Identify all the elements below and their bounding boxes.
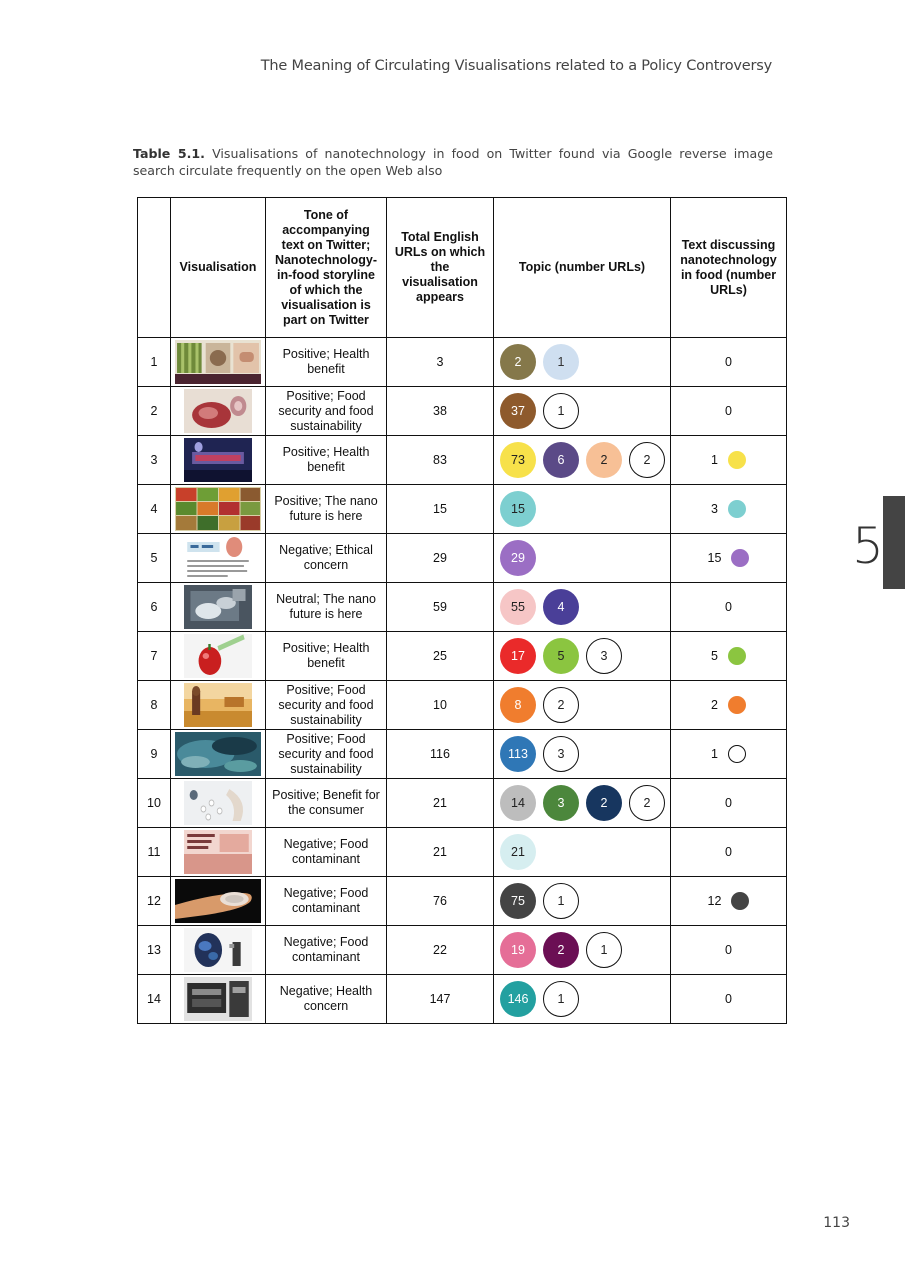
text-discussing-value: 3 (711, 502, 718, 516)
text-discussing-cell (671, 632, 787, 681)
table-row (138, 877, 787, 926)
table-row (138, 730, 787, 779)
text-discussing-cell (671, 877, 787, 926)
table-row (138, 387, 787, 436)
topic-cell (494, 779, 671, 828)
topic-circle: 3 (586, 638, 622, 674)
table-row (138, 436, 787, 485)
text-discussing-value: 0 (725, 845, 732, 859)
tone-cell: Positive; Food security and food sustainability (266, 681, 387, 730)
topic-cell (494, 975, 671, 1024)
topic-circle: 29 (500, 540, 536, 576)
row-number: 13 (138, 926, 171, 975)
topic-cell (494, 338, 671, 387)
visualisation-thumbnail (184, 830, 252, 874)
row-number: 2 (138, 387, 171, 436)
topic-cell (494, 730, 671, 779)
caption-label: Table 5.1. (133, 146, 205, 161)
topic-circle: 113 (500, 736, 536, 772)
total-urls-cell: 76 (387, 877, 494, 926)
tone-cell: Negative; Food contaminant (266, 926, 387, 975)
topic-circle: 73 (500, 442, 536, 478)
text-discussing-cell (671, 975, 787, 1024)
text-discussing-value: 0 (725, 404, 732, 418)
text-discussing-value: 12 (707, 894, 722, 908)
topic-circle: 8 (500, 687, 536, 723)
table-row (138, 534, 787, 583)
visualisation-cell (171, 926, 266, 975)
topic-cell (494, 681, 671, 730)
table-row (138, 975, 787, 1024)
running-head: The Meaning of Circulating Visualisations related to a Policy Controversy (260, 58, 772, 74)
visualisation-cell (171, 534, 266, 583)
header-row (138, 198, 787, 338)
text-discussing-value: 0 (725, 943, 732, 957)
text-discussing-value: 0 (725, 796, 732, 810)
tone-cell: Negative; Food contaminant (266, 828, 387, 877)
topic-circle: 5 (543, 638, 579, 674)
tone-cell: Positive; Food security and food sustainability (266, 730, 387, 779)
topic-color-marker (728, 500, 746, 518)
topic-circle: 15 (500, 491, 536, 527)
total-urls-cell: 3 (387, 338, 494, 387)
topic-color-marker (728, 745, 746, 763)
text-discussing-cell (671, 534, 787, 583)
topic-circle: 1 (543, 981, 579, 1017)
topic-circle: 1 (543, 393, 579, 429)
visualisation-cell (171, 681, 266, 730)
total-urls-cell: 38 (387, 387, 494, 436)
total-urls-cell: 25 (387, 632, 494, 681)
tone-cell: Positive; Food security and food sustainability (266, 387, 387, 436)
text-discussing-cell (671, 485, 787, 534)
text-discussing-value: 1 (711, 747, 718, 761)
header-number (138, 198, 171, 338)
topic-circle: 2 (586, 785, 622, 821)
text-discussing-value: 0 (725, 992, 732, 1006)
row-number: 14 (138, 975, 171, 1024)
text-discussing-cell (671, 583, 787, 632)
total-urls-cell: 10 (387, 681, 494, 730)
caption-text: Visualisations of nanotechnology in food on Twitter found via Google reverse image search circulate frequently on the open Web also (133, 146, 773, 178)
table-caption (133, 145, 773, 179)
visualisation-cell (171, 583, 266, 632)
row-number: 12 (138, 877, 171, 926)
row-number: 5 (138, 534, 171, 583)
row-number: 11 (138, 828, 171, 877)
topic-circle: 3 (543, 736, 579, 772)
visualisation-cell (171, 730, 266, 779)
row-number: 6 (138, 583, 171, 632)
visualisation-thumbnail (175, 340, 261, 384)
tone-cell: Positive; Health benefit (266, 632, 387, 681)
visualisation-cell (171, 975, 266, 1024)
total-urls-cell: 29 (387, 534, 494, 583)
topic-cell (494, 877, 671, 926)
table-row (138, 828, 787, 877)
visualisation-cell (171, 632, 266, 681)
tone-cell: Neutral; The nano future is here (266, 583, 387, 632)
visualisation-cell (171, 387, 266, 436)
text-discussing-cell (671, 779, 787, 828)
row-number: 8 (138, 681, 171, 730)
topic-circle: 1 (543, 883, 579, 919)
row-number: 7 (138, 632, 171, 681)
header-visualisation: Visualisation (171, 198, 266, 338)
visualisation-thumbnail (184, 781, 252, 825)
topic-color-marker (728, 647, 746, 665)
text-discussing-cell (671, 828, 787, 877)
row-number: 1 (138, 338, 171, 387)
topic-color-marker (728, 696, 746, 714)
topic-circle: 3 (543, 785, 579, 821)
text-discussing-value: 2 (711, 698, 718, 712)
visualisation-thumbnail (184, 536, 252, 580)
text-discussing-value: 0 (725, 355, 732, 369)
table-row (138, 681, 787, 730)
table-row (138, 779, 787, 828)
chapter-tab-number: 5 (852, 517, 884, 575)
tone-cell: Positive; Benefit for the consumer (266, 779, 387, 828)
text-discussing-cell (671, 926, 787, 975)
topic-circle: 55 (500, 589, 536, 625)
text-discussing-cell (671, 387, 787, 436)
header-text-discussing: Text discussing nanotechnology in food (number URLs) (671, 198, 787, 338)
text-discussing-cell (671, 338, 787, 387)
header-tone: Tone of accompanying text on Twitter; Nanotechnology-in-food storyline of which the visualisation is part on Twitter (266, 198, 387, 338)
topic-circle: 1 (543, 344, 579, 380)
total-urls-cell: 147 (387, 975, 494, 1024)
visualisation-thumbnail (175, 487, 261, 531)
topic-circle: 146 (500, 981, 536, 1017)
table-row (138, 926, 787, 975)
header-topic: Topic (number URLs) (494, 198, 671, 338)
visualisation-thumbnail (184, 683, 252, 727)
text-discussing-cell (671, 730, 787, 779)
row-number: 3 (138, 436, 171, 485)
total-urls-cell: 83 (387, 436, 494, 485)
topic-circle: 75 (500, 883, 536, 919)
visualisation-thumbnail (184, 928, 252, 972)
table-row (138, 632, 787, 681)
visualisations-table (137, 197, 787, 1024)
visualisation-thumbnail (184, 634, 252, 678)
visualisation-thumbnail (175, 732, 261, 776)
text-discussing-value: 15 (707, 551, 722, 565)
topic-color-marker (728, 451, 746, 469)
text-discussing-value: 5 (711, 649, 718, 663)
topic-circle: 17 (500, 638, 536, 674)
topic-circle: 37 (500, 393, 536, 429)
total-urls-cell: 15 (387, 485, 494, 534)
tone-cell: Negative; Health concern (266, 975, 387, 1024)
total-urls-cell: 21 (387, 779, 494, 828)
topic-circle: 2 (543, 687, 579, 723)
table-body (138, 338, 787, 1024)
visualisation-thumbnail (184, 977, 252, 1021)
topic-circle: 19 (500, 932, 536, 968)
total-urls-cell: 21 (387, 828, 494, 877)
row-number: 10 (138, 779, 171, 828)
row-number: 4 (138, 485, 171, 534)
visualisation-cell (171, 779, 266, 828)
topic-circle: 2 (500, 344, 536, 380)
chapter-tab-bar (883, 496, 905, 589)
text-discussing-value: 0 (725, 600, 732, 614)
tone-cell: Negative; Food contaminant (266, 877, 387, 926)
text-discussing-cell (671, 681, 787, 730)
visualisation-thumbnail (175, 879, 261, 923)
visualisation-cell (171, 338, 266, 387)
topic-circle: 2 (586, 442, 622, 478)
table-row (138, 583, 787, 632)
visualisation-cell (171, 436, 266, 485)
topic-circle: 2 (543, 932, 579, 968)
text-discussing-cell (671, 436, 787, 485)
topic-cell (494, 436, 671, 485)
total-urls-cell: 116 (387, 730, 494, 779)
topic-cell (494, 485, 671, 534)
visualisation-cell (171, 877, 266, 926)
table-row (138, 485, 787, 534)
topic-cell (494, 828, 671, 877)
header-total-urls: Total English URLs on which the visualisation appears (387, 198, 494, 338)
topic-cell (494, 926, 671, 975)
topic-circle: 14 (500, 785, 536, 821)
tone-cell: Positive; Health benefit (266, 338, 387, 387)
topic-color-marker (731, 549, 749, 567)
topic-cell (494, 632, 671, 681)
topic-circle: 6 (543, 442, 579, 478)
row-number: 9 (138, 730, 171, 779)
topic-cell (494, 387, 671, 436)
topic-cell (494, 534, 671, 583)
tone-cell: Negative; Ethical concern (266, 534, 387, 583)
tone-cell: Positive; Health benefit (266, 436, 387, 485)
visualisation-thumbnail (184, 389, 252, 433)
visualisation-thumbnail (184, 585, 252, 629)
topic-circle: 1 (586, 932, 622, 968)
visualisation-thumbnail (184, 438, 252, 482)
tone-cell: Positive; The nano future is here (266, 485, 387, 534)
topic-cell (494, 583, 671, 632)
topic-circle: 21 (500, 834, 536, 870)
topic-circle: 4 (543, 589, 579, 625)
table-row (138, 338, 787, 387)
topic-circle: 2 (629, 785, 665, 821)
page-number: 113 (823, 1215, 850, 1231)
topic-circle: 2 (629, 442, 665, 478)
total-urls-cell: 59 (387, 583, 494, 632)
visualisation-cell (171, 485, 266, 534)
text-discussing-value: 1 (711, 453, 718, 467)
topic-color-marker (731, 892, 749, 910)
visualisation-cell (171, 828, 266, 877)
total-urls-cell: 22 (387, 926, 494, 975)
